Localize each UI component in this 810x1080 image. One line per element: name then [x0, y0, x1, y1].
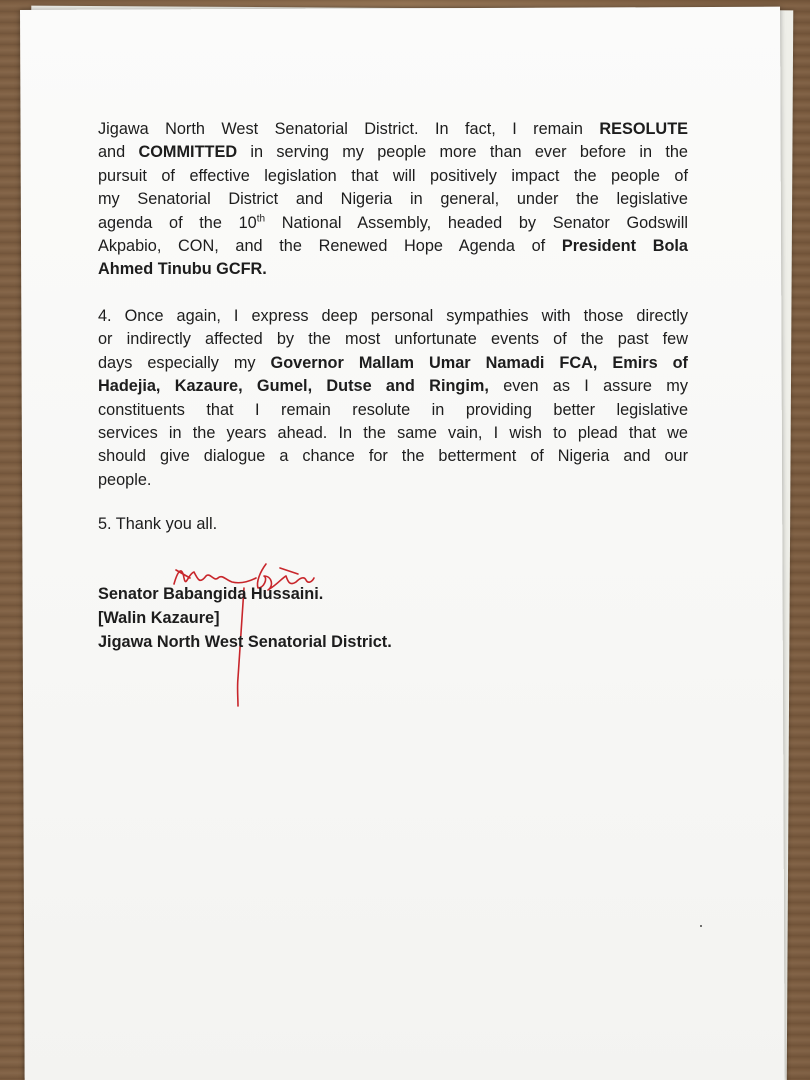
text-line: should give dialogue a chance for the betterment of Nigeria and our — [98, 447, 688, 466]
text-line: constituents that I remain resolute in providing better legislative — [98, 400, 688, 419]
text-line: Akpabio, CON, and the Renewed Hope Agenda of President Bola — [98, 237, 688, 256]
text-line: services in the years ahead. In the same vain, I wish to plead that we — [98, 424, 688, 443]
signatory-name: Senator Babangida Hussaini. — [98, 585, 324, 603]
text-line: Hadejia, Kazaure, Gumel, Dutse and Ringim, even as I assure my — [98, 377, 688, 396]
text-line: days especially my Governor Mallam Umar Namadi FCA, Emirs of — [98, 353, 688, 372]
text-line: and COMMITTED in serving my people more than ever before in the — [98, 143, 688, 162]
text-line: Ahmed Tinubu GCFR. — [98, 260, 267, 279]
paragraph-4 — [98, 305, 688, 492]
text-line: pursuit of effective legislation that will positively impact the people of — [98, 166, 688, 185]
signatory-district: Jigawa North West Senatorial District. — [98, 633, 392, 651]
text-line: 4. Once again, I express deep personal sympathies with those directly — [98, 307, 688, 325]
signatory-title: [Walin Kazaure] — [98, 609, 220, 627]
text-line: or indirectly affected by the most unfortunate events of the past few — [98, 330, 688, 349]
paper-speck — [700, 925, 702, 927]
text-line: Jigawa North West Senatorial District. In fact, I remain RESOLUTE — [98, 120, 688, 138]
paragraph-continued — [98, 118, 688, 282]
signatory-block — [98, 582, 392, 654]
text-line: my Senatorial District and Nigeria in general, under the legislative — [98, 190, 688, 209]
text-line: agenda of the 10th National Assembly, headed by Senator Godswill — [98, 213, 688, 232]
text-line: people. — [98, 470, 152, 489]
paragraph-5: 5. Thank you all. — [98, 515, 218, 533]
